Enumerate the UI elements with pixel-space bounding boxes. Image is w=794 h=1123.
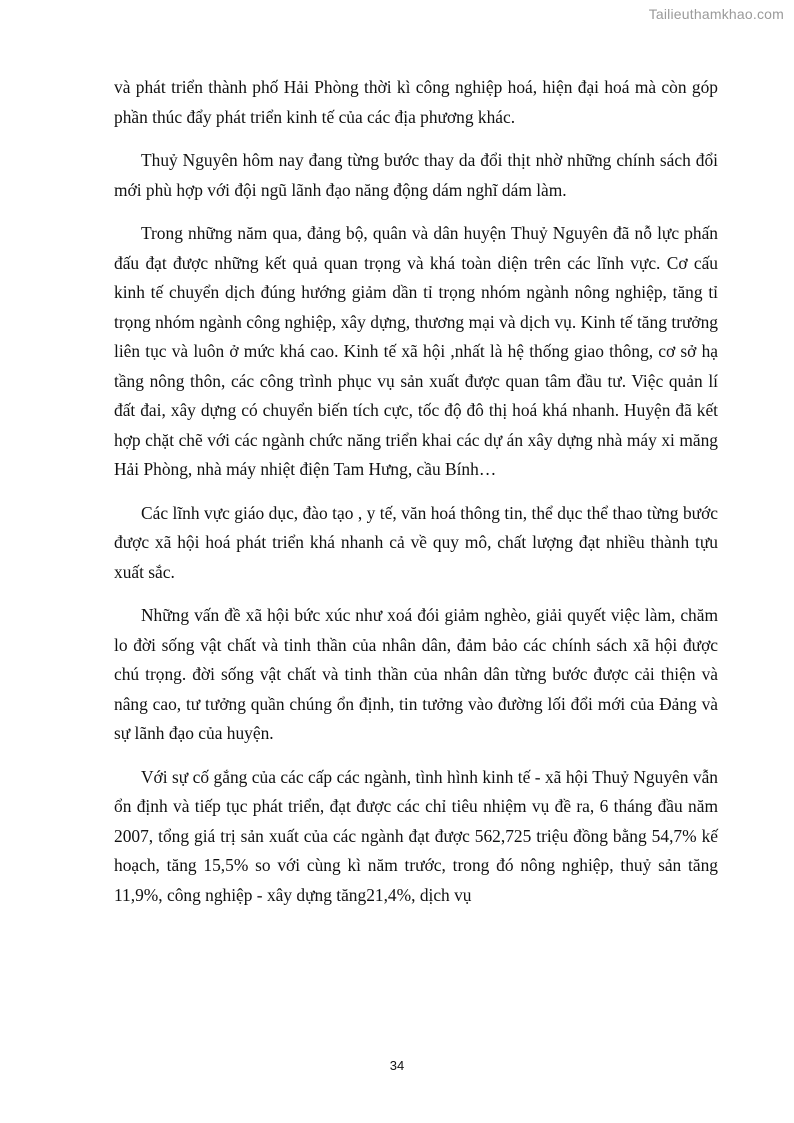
page-number: 34 <box>389 1058 405 1073</box>
paragraph-4: Các lĩnh vực giáo dục, đào tạo , y tế, văn hoá thông tin, thể dục thể thao từng bước được xã hội hoá phát triển khá nhanh cả về quy mô, chất lượng đạt nhiều thành tựu xuất sắc. <box>114 502 718 582</box>
paragraph-1: và phát triển thành phố Hải Phòng thời kì công nghiệp hoá, hiện đại hoá mà còn góp phần thúc đẩy phát triển kinh tế của các địa phương khác. <box>114 77 718 127</box>
paragraph-6: Với sự cố gắng của các cấp các ngành, tình hình kinh tế - xã hội Thuỷ Nguyên vẫn ổn định và tiếp tục phát triển, đạt được các chỉ tiêu nhiệm vụ đề ra, 6 tháng đầu năm 2007, tổng giá trị sản xuất của các ngành đạt được 562,725 triệu đồng bằng 54,7% kế hoạch, tăng 15,5% so với cùng kì năm trước, trong đó nông nghiệp, thuỷ sản tăng 11,9%, công nghiệp - xây dựng tăng21,4%, dịch vụ <box>114 766 718 905</box>
document-body <box>114 73 718 924</box>
watermark-text: Tailieuthamkhao.com <box>648 6 784 22</box>
paragraph-5: Những vấn đề xã hội bức xúc như xoá đói giảm nghèo, giải quyết việc làm, chăm lo đời sống vật chất và tinh thần của nhân dân, đảm bảo các chính sách xã hội được chú trọng. đời sống vật chất và tinh thần của nhân dân từng bước được cải thiện và nâng cao, tư tưởng quần chúng ổn định, tin tưởng vào đường lối đổi mới của Đảng và sự lãnh đạo của huyện. <box>114 605 718 743</box>
paragraph-2: Thuỷ Nguyên hôm nay đang từng bước thay da đổi thịt nhờ những chính sách đổi mới phù hợp với đội ngũ lãnh đạo năng động dám nghĩ dám làm. <box>114 150 718 200</box>
paragraph-3: Trong những năm qua, đảng bộ, quân và dân huyện Thuỷ Nguyên đã nỗ lực phấn đấu đạt được những kết quả quan trọng và khá toàn diện trên các lĩnh vực. Cơ cấu kinh tế chuyển dịch đúng hướng giảm dần tỉ trọng nhóm ngành nông nghiệp, tăng tỉ trọng nhóm ngành công nghiệp, xây dựng, thương mại và dịch vụ. Kinh tế tăng trưởng liên tục và luôn ở mức khá cao. Kinh tế xã hội ,nhất là hệ thống giao thông, cơ sở hạ tầng nông thôn, các công trình phục vụ sản xuất được quan tâm đầu tư. Việc quản lí đất đai, xây dựng có chuyển biến tích cực, tốc độ đô thị hoá khá nhanh. Huyện đã kết hợp chặt chẽ với các ngành chức năng triển khai các dự án xây dựng nhà máy xi măng Hải Phòng, nhà máy nhiệt điện Tam Hưng, cầu Bính… <box>114 223 718 479</box>
